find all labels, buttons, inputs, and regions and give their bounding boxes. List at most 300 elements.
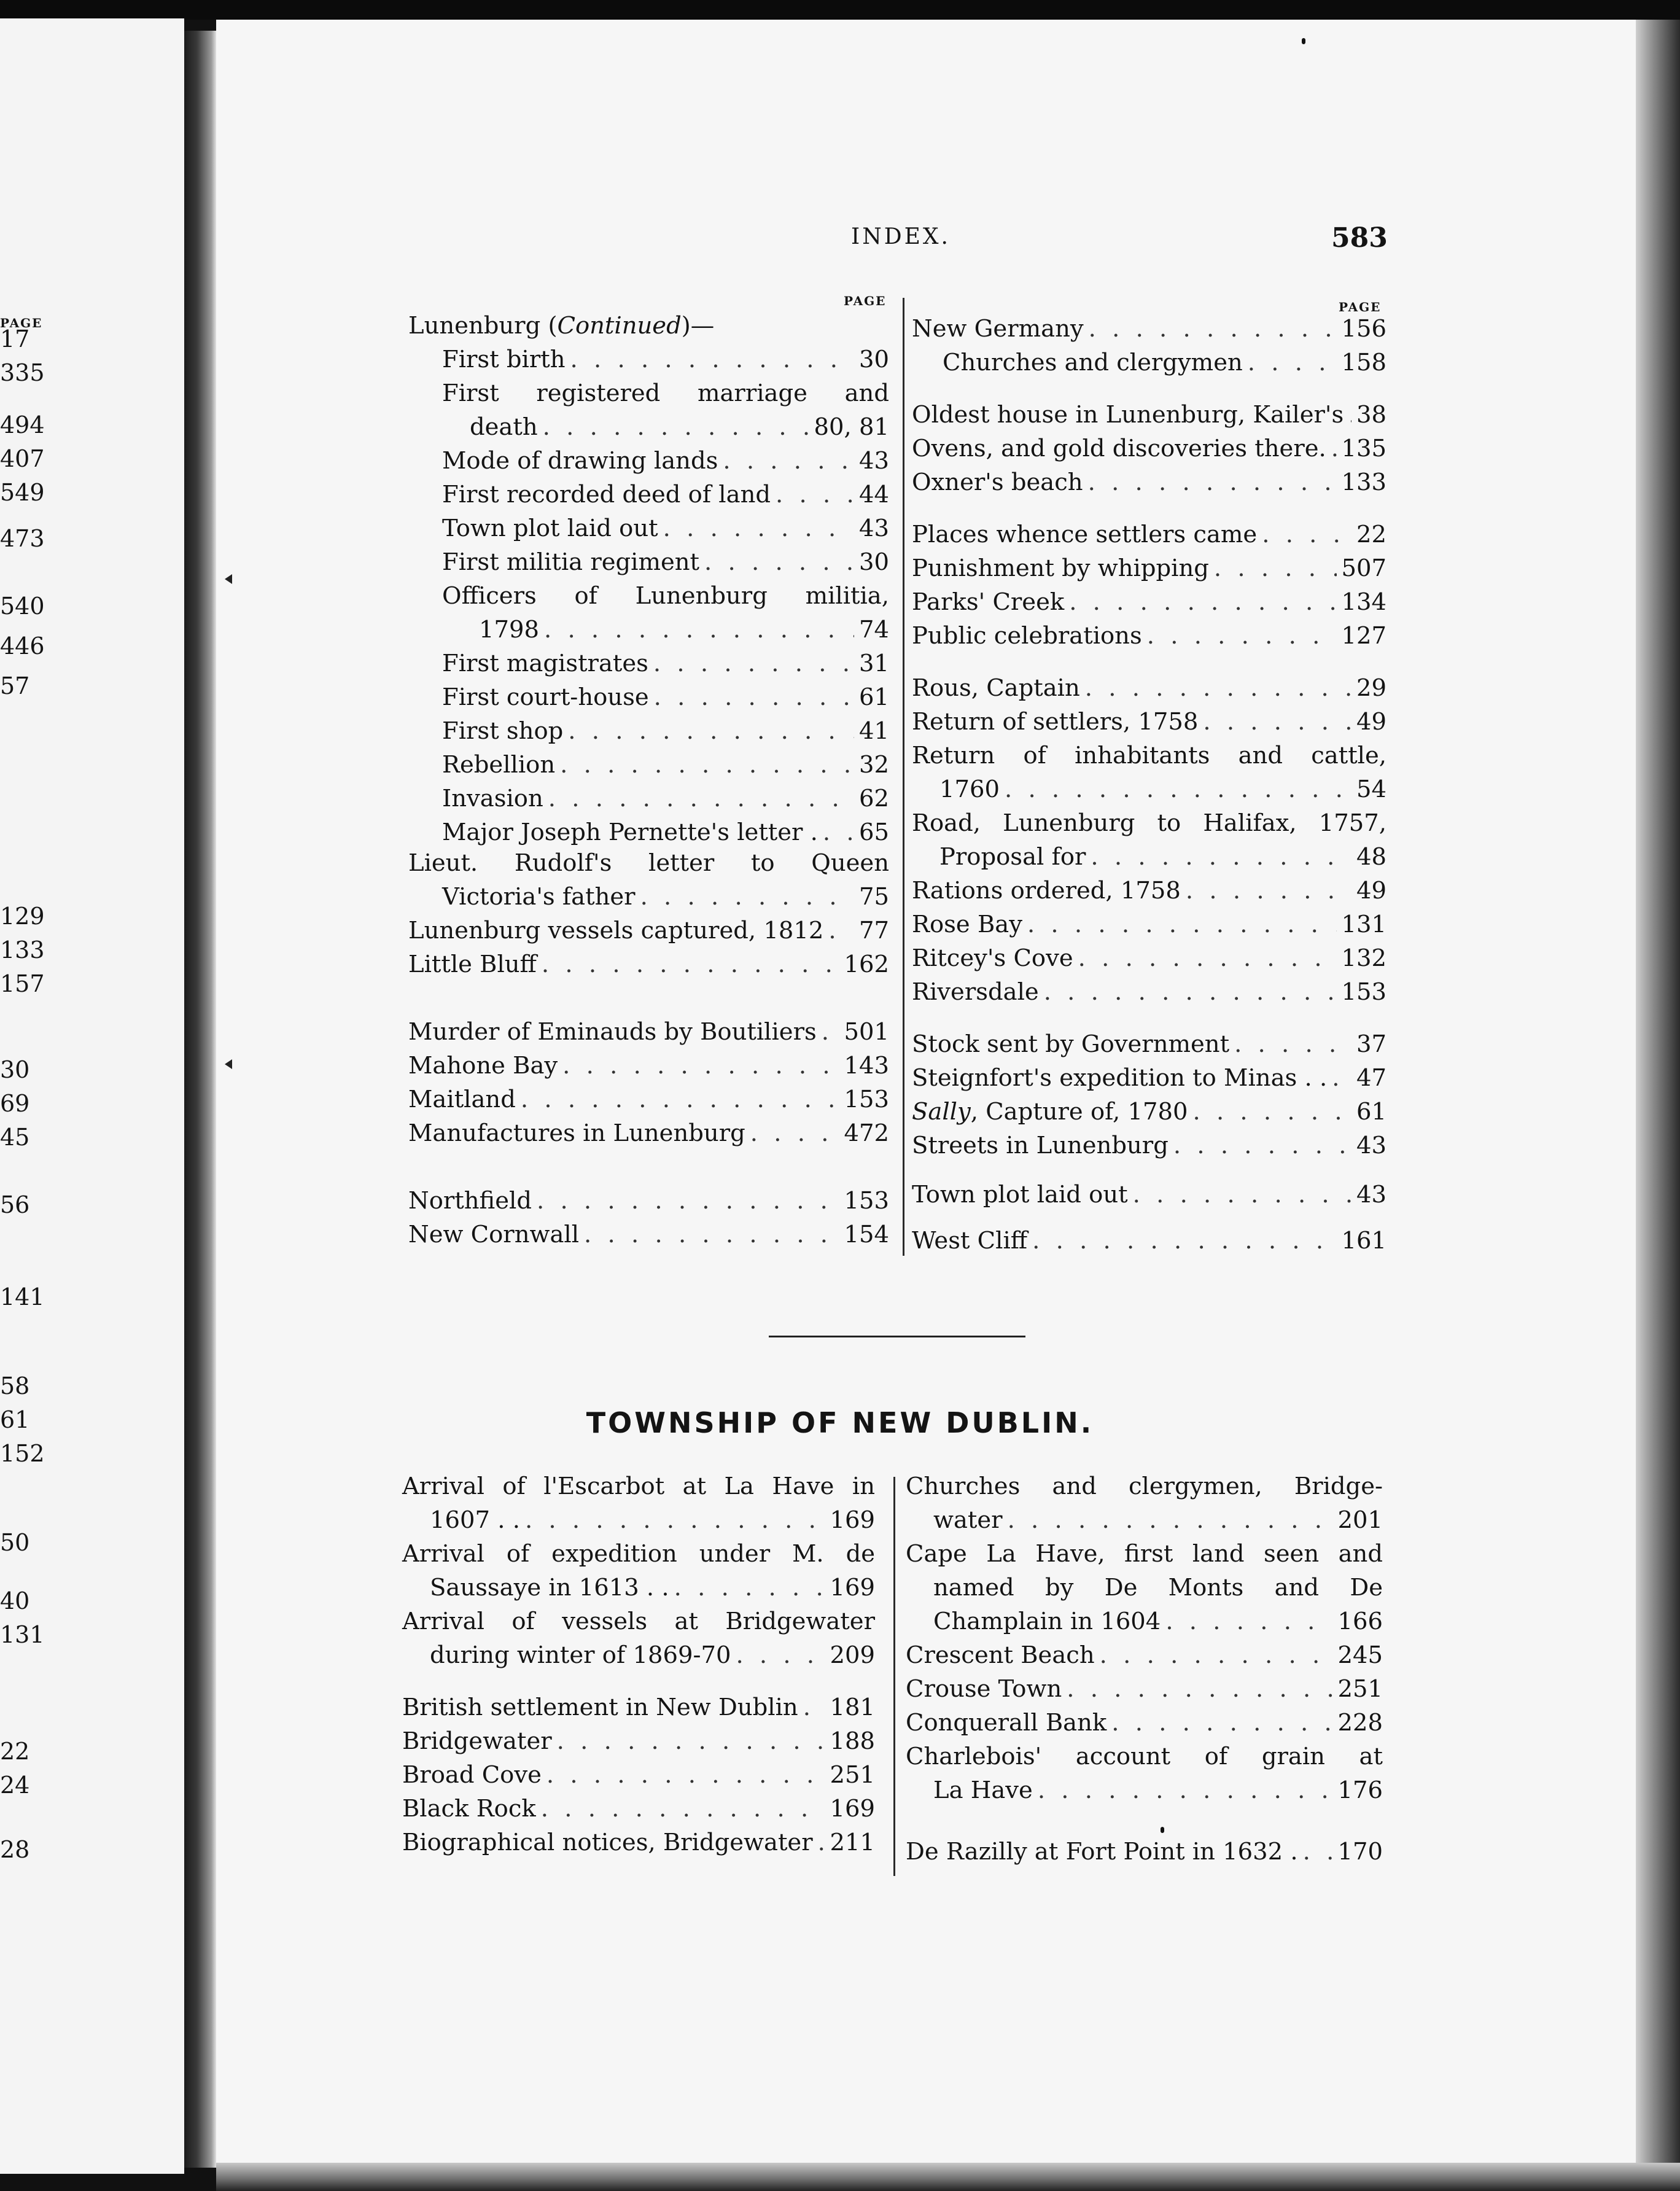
entry-text: New Cornwall xyxy=(408,1221,580,1248)
ink-speck xyxy=(1161,1827,1164,1833)
entry-text: Crouse Town xyxy=(906,1675,1062,1703)
entry-text: water xyxy=(933,1506,1003,1534)
page-number: 583 xyxy=(1331,222,1388,254)
facing-page-number: 152 xyxy=(0,1440,45,1467)
index-entry xyxy=(912,555,1386,588)
dot-leader xyxy=(1069,588,1336,616)
entry-text: Places whence settlers came xyxy=(912,521,1258,548)
dot-leader xyxy=(736,1641,825,1669)
index-entry xyxy=(933,1777,1383,1810)
dot-leader xyxy=(1331,435,1337,462)
entry-page-number: 133 xyxy=(1341,469,1386,496)
entry-text: First court-house xyxy=(442,683,649,711)
entry-page-number: 43 xyxy=(859,515,889,542)
facing-page-number: 58 xyxy=(0,1372,30,1399)
dot-leader xyxy=(541,1795,825,1823)
dot-leader xyxy=(584,1221,839,1248)
dot-leader xyxy=(1186,877,1351,905)
entry-text: Crescent Beach xyxy=(906,1641,1095,1669)
dot-leader xyxy=(562,1052,839,1080)
index-entry xyxy=(408,1052,889,1086)
index-entry xyxy=(402,1795,875,1829)
entry-page-number: 169 xyxy=(830,1506,875,1534)
entry-text: Lunenburg vessels captured, 1812 xyxy=(408,917,824,944)
entry-text: Bridgewater xyxy=(402,1727,552,1755)
index-entry xyxy=(906,1540,1383,1574)
facing-page-number: 61 xyxy=(0,1406,30,1433)
dot-leader xyxy=(1089,315,1337,343)
entry-text: Return of settlers, 1758 xyxy=(912,708,1199,736)
entry-page-number: 49 xyxy=(1356,877,1386,905)
index-entry xyxy=(442,379,889,413)
entry-page-number: 47 xyxy=(1356,1064,1386,1092)
entry-page-number: 37 xyxy=(1356,1030,1386,1058)
dot-leader xyxy=(1088,469,1337,496)
entry-text: 1760 xyxy=(939,776,1000,803)
dot-leader xyxy=(543,413,809,441)
entry-page-number: 143 xyxy=(844,1052,889,1080)
entry-page-number: 154 xyxy=(844,1221,889,1248)
index-entry xyxy=(933,1574,1383,1608)
facing-page-number: 494 xyxy=(0,411,45,438)
dot-leader xyxy=(1032,1227,1336,1255)
facing-page-number: 157 xyxy=(0,970,45,997)
index-entry xyxy=(430,1506,875,1540)
entry-text: Rations ordered, 1758 xyxy=(912,877,1181,905)
index-entry xyxy=(442,883,889,917)
facing-page-fragment xyxy=(0,18,184,2174)
facing-page-number: 28 xyxy=(0,1836,30,1863)
dot-leader xyxy=(1091,843,1351,871)
facing-page-number: 17 xyxy=(0,325,30,352)
entry-page-number: 153 xyxy=(844,1187,889,1215)
entry-text: De Razilly at Fort Point in 1632 . xyxy=(906,1838,1298,1866)
entry-page-number: 169 xyxy=(830,1795,875,1823)
dot-leader xyxy=(674,1574,825,1601)
entry-page-number: 48 xyxy=(1356,843,1386,871)
index-entry xyxy=(408,951,889,984)
entry-page-number: 161 xyxy=(1341,1227,1386,1255)
entry-page-number: 209 xyxy=(830,1641,875,1669)
entry-text: Murder of Eminauds by Boutiliers xyxy=(408,1018,817,1046)
entry-page-number: 43 xyxy=(859,447,889,475)
entry-text: Arrival of expedition under M. de xyxy=(402,1540,875,1568)
entry-page-number: 201 xyxy=(1337,1506,1383,1534)
index-entry xyxy=(442,683,889,717)
dot-leader xyxy=(776,481,854,508)
dot-leader xyxy=(525,1506,825,1534)
index-entry xyxy=(912,944,1386,978)
entry-text: Oxner's beach xyxy=(912,469,1083,496)
entry-page-number: 158 xyxy=(1341,349,1386,376)
index-entry xyxy=(933,1608,1383,1641)
entry-text: Road, Lunenburg to Halifax, 1757, xyxy=(912,809,1386,837)
entry-page-number: 43 xyxy=(1356,1181,1386,1208)
entry-text: Streets in Lunenburg xyxy=(912,1132,1169,1159)
page-column-label: PAGE xyxy=(844,294,887,308)
dot-leader xyxy=(544,616,854,644)
index-entry xyxy=(408,917,889,951)
entry-text: Mode of drawing lands xyxy=(442,447,718,475)
index-entry xyxy=(939,776,1386,809)
margin-mark xyxy=(225,574,232,584)
dot-leader xyxy=(1262,521,1351,548)
entry-page-number: 74 xyxy=(859,616,889,644)
entry-text: Punishment by whipping xyxy=(912,555,1209,582)
index-entry xyxy=(912,809,1386,843)
entry-text: West Cliff xyxy=(912,1227,1028,1255)
index-entry xyxy=(906,1743,1383,1777)
index-entry xyxy=(408,1119,889,1153)
entry-page-number: 166 xyxy=(1337,1608,1383,1635)
index-entry xyxy=(912,911,1386,944)
facing-page-number: 30 xyxy=(0,1056,30,1083)
entry-text: Arrival of vessels at Bridgewater xyxy=(402,1608,875,1635)
index-entry xyxy=(408,1187,889,1221)
facing-page-number: 133 xyxy=(0,936,45,963)
entry-page-number: 156 xyxy=(1341,315,1386,343)
entry-page-number: 169 xyxy=(830,1574,875,1601)
entry-text: Riversdale xyxy=(912,978,1039,1006)
index-entry xyxy=(912,1132,1386,1166)
entry-text: Parks' Creek xyxy=(912,588,1065,616)
entry-page-number: 132 xyxy=(1341,944,1386,972)
index-entry xyxy=(408,312,889,346)
index-entry xyxy=(912,1030,1386,1064)
entry-text: Churches and clergymen xyxy=(943,349,1243,376)
entry-text: First birth xyxy=(442,346,566,373)
facing-page-number: 57 xyxy=(0,672,30,699)
entry-page-number: 170 xyxy=(1337,1838,1383,1866)
index-entry xyxy=(402,1540,875,1574)
entry-page-number: 77 xyxy=(859,917,889,944)
entry-text: First shop xyxy=(442,717,564,745)
entry-text: Stock sent by Government xyxy=(912,1030,1230,1058)
entry-page-number: 44 xyxy=(859,481,889,508)
entry-page-number: 188 xyxy=(830,1727,875,1755)
dot-leader xyxy=(1078,944,1337,972)
index-entry xyxy=(442,346,889,379)
dot-leader xyxy=(548,785,854,812)
dot-leader xyxy=(1348,401,1351,429)
entry-text: during winter of 1869-70 xyxy=(430,1641,731,1669)
facing-page-number: 129 xyxy=(0,903,45,930)
entry-page-number: 162 xyxy=(844,951,889,978)
index-entry xyxy=(912,622,1386,656)
dot-leader xyxy=(818,1829,825,1856)
entry-page-number: 507 xyxy=(1341,555,1386,582)
entry-text: Oldest house in Lunenburg, Kailer's xyxy=(912,401,1344,429)
entry-text: Manufactures in Lunenburg xyxy=(408,1119,745,1147)
index-entry xyxy=(912,469,1386,502)
dot-leader xyxy=(654,683,854,711)
entry-page-number: 62 xyxy=(859,785,889,812)
entry-text: Churches and clergymen, Bridge- xyxy=(906,1473,1383,1500)
entry-page-number: 22 xyxy=(1356,521,1386,548)
dot-leader xyxy=(1067,1675,1332,1703)
index-entry xyxy=(442,481,889,515)
entry-text: Rous, Captain xyxy=(912,674,1080,702)
entry-page-number: 38 xyxy=(1356,401,1386,429)
facing-page-number: 141 xyxy=(0,1283,45,1310)
entry-text: Invasion xyxy=(442,785,543,812)
column-divider xyxy=(903,298,904,1256)
entry-text: Lieut. Rudolf's letter to Queen xyxy=(408,849,889,877)
dot-leader xyxy=(822,1018,839,1046)
index-entry xyxy=(402,1727,875,1761)
scan-top-edge xyxy=(0,0,1680,20)
entry-page-number: 501 xyxy=(844,1018,889,1046)
facing-page-number: 473 xyxy=(0,525,45,552)
dot-leader xyxy=(546,1761,825,1789)
dot-leader xyxy=(1027,911,1337,938)
entry-page-number: 31 xyxy=(859,650,889,677)
entry-text: Charlebois' account of grain at xyxy=(906,1743,1383,1770)
facing-page-number: 22 xyxy=(0,1738,30,1765)
entry-page-number: 153 xyxy=(1341,978,1386,1006)
entry-text: Sally, Capture of, 1780 xyxy=(912,1098,1188,1126)
dot-leader xyxy=(1248,349,1337,376)
dot-leader xyxy=(828,917,854,944)
dot-leader xyxy=(1100,1641,1333,1669)
index-entry xyxy=(442,515,889,548)
index-entry xyxy=(402,1473,875,1506)
dot-leader xyxy=(557,1727,825,1755)
section-divider-rule xyxy=(769,1336,1025,1337)
entry-page-number: 49 xyxy=(1356,708,1386,736)
index-entry xyxy=(912,401,1386,435)
index-entry xyxy=(470,413,889,447)
entry-text: Public celebrations xyxy=(912,622,1142,650)
entry-page-number: 251 xyxy=(1337,1675,1383,1703)
entry-page-number: 211 xyxy=(830,1829,875,1856)
index-entry xyxy=(912,521,1386,555)
index-entry xyxy=(906,1675,1383,1709)
entry-page-number: 30 xyxy=(859,346,889,373)
entry-text: Maitland xyxy=(408,1086,516,1113)
index-entry xyxy=(430,1574,875,1608)
entry-page-number: 65 xyxy=(859,819,889,846)
index-entry xyxy=(402,1608,875,1641)
entry-page-number: 75 xyxy=(859,883,889,911)
entry-text: Arrival of l'Escarbot at La Have in xyxy=(402,1473,875,1500)
entry-page-number: 153 xyxy=(844,1086,889,1113)
running-head-title: INDEX. xyxy=(851,224,951,249)
facing-page-number: 56 xyxy=(0,1191,30,1218)
entry-page-number: 176 xyxy=(1337,1777,1383,1804)
index-entry xyxy=(912,588,1386,622)
entry-text: Black Rock xyxy=(402,1795,536,1823)
entry-text: 1798 xyxy=(479,616,539,644)
facing-page-number: 131 xyxy=(0,1621,45,1648)
index-entry xyxy=(912,1098,1386,1132)
entry-page-number: 228 xyxy=(1337,1709,1383,1737)
entry-page-number: 30 xyxy=(859,548,889,576)
dot-leader xyxy=(723,447,854,475)
column-divider xyxy=(893,1477,895,1876)
entry-page-number: 61 xyxy=(859,683,889,711)
entry-text: Return of inhabitants and cattle, xyxy=(912,742,1386,769)
index-entry xyxy=(402,1694,875,1727)
entry-text: Little Bluff xyxy=(408,951,537,978)
page-bottom-shadow xyxy=(216,2163,1680,2191)
entry-text: named by De Monts and De xyxy=(933,1574,1383,1601)
index-entry xyxy=(430,1641,875,1675)
entry-page-number: 131 xyxy=(1341,911,1386,938)
dot-leader xyxy=(823,819,854,846)
dot-leader xyxy=(570,346,854,373)
dot-leader xyxy=(521,1086,839,1113)
facing-page-number: 50 xyxy=(0,1529,30,1556)
index-entry xyxy=(912,1227,1386,1261)
dot-leader xyxy=(1111,1709,1332,1737)
entry-text: Champlain in 1604 xyxy=(933,1608,1161,1635)
dot-leader xyxy=(803,1694,825,1721)
entry-page-number: 135 xyxy=(1341,435,1386,462)
dot-leader xyxy=(1234,1030,1351,1058)
dot-leader xyxy=(1044,978,1337,1006)
entry-text: Conquerall Bank xyxy=(906,1709,1107,1737)
dot-leader xyxy=(1133,1181,1351,1208)
dot-leader xyxy=(663,515,854,542)
entry-text: Town plot laid out xyxy=(442,515,658,542)
entry-text: La Have xyxy=(933,1777,1033,1804)
dot-leader xyxy=(1165,1608,1332,1635)
dot-leader xyxy=(1085,674,1351,702)
index-entry xyxy=(442,785,889,819)
ink-speck xyxy=(1302,38,1305,44)
index-entry xyxy=(402,1829,875,1862)
entry-page-number: 43 xyxy=(1356,1132,1386,1159)
index-entry xyxy=(906,1641,1383,1675)
dot-leader xyxy=(1173,1132,1351,1159)
index-entry xyxy=(912,742,1386,776)
facing-page-number: 69 xyxy=(0,1090,30,1117)
index-entry xyxy=(442,582,889,616)
entry-text: British settlement in New Dublin xyxy=(402,1694,798,1721)
entry-text: First registered marriage and xyxy=(442,379,889,407)
index-entry xyxy=(933,1506,1383,1540)
index-entry xyxy=(939,843,1386,877)
facing-page-number: 446 xyxy=(0,632,45,660)
entry-text: Rebellion xyxy=(442,751,556,779)
dot-leader xyxy=(1203,708,1351,736)
dot-leader xyxy=(1147,622,1337,650)
entry-text: New Germany xyxy=(912,315,1084,343)
index-entry xyxy=(408,1018,889,1052)
entry-text: Victoria's father xyxy=(442,883,636,911)
dot-leader xyxy=(1192,1098,1351,1126)
entry-text: 1607 . . xyxy=(430,1506,520,1534)
dot-leader xyxy=(1008,1506,1333,1534)
index-entry xyxy=(912,435,1386,469)
entry-text: Ovens, and gold discoveries there. xyxy=(912,435,1326,462)
entry-page-number: 472 xyxy=(844,1119,889,1147)
index-entry xyxy=(912,1064,1386,1098)
entry-text: Northfield xyxy=(408,1187,532,1215)
entry-text: Biographical notices, Bridgewater xyxy=(402,1829,813,1856)
dot-leader xyxy=(1038,1777,1333,1804)
dot-leader xyxy=(653,650,854,677)
facing-page-number: 24 xyxy=(0,1772,30,1799)
index-entry xyxy=(906,1473,1383,1506)
book-gutter xyxy=(184,31,216,2168)
facing-page-number: 335 xyxy=(0,359,45,386)
facing-page-number: 40 xyxy=(0,1587,30,1614)
entry-text: Rose Bay xyxy=(912,911,1022,938)
entry-page-number: 127 xyxy=(1341,622,1386,650)
entry-text: Major Joseph Pernette's letter . xyxy=(442,819,818,846)
dot-leader xyxy=(1332,1064,1351,1092)
index-entry xyxy=(442,447,889,481)
index-entry xyxy=(442,717,889,751)
entry-page-number: 245 xyxy=(1337,1641,1383,1669)
margin-mark xyxy=(225,1059,232,1069)
entry-text: Town plot laid out xyxy=(912,1181,1128,1208)
dot-leader xyxy=(568,717,854,745)
entry-text: First militia regiment xyxy=(442,548,700,576)
entry-page-number: 134 xyxy=(1341,588,1386,616)
index-entry xyxy=(479,616,889,650)
facing-page-number: 540 xyxy=(0,593,45,620)
dot-leader xyxy=(750,1119,839,1147)
dot-leader xyxy=(1303,1838,1333,1866)
entry-text: Mahone Bay xyxy=(408,1052,558,1080)
entry-text: Officers of Lunenburg militia, xyxy=(442,582,889,610)
index-entry xyxy=(943,349,1386,383)
entry-text: Lunenburg (Continued)— xyxy=(408,312,715,340)
index-entry xyxy=(408,1221,889,1255)
entry-text: Saussaye in 1613 . . xyxy=(430,1574,669,1601)
index-entry xyxy=(906,1709,1383,1743)
facing-page-header: PAGE xyxy=(0,316,43,330)
index-entry xyxy=(906,1838,1383,1872)
dot-leader xyxy=(1005,776,1351,803)
index-entry xyxy=(402,1761,875,1795)
entry-page-number: 61 xyxy=(1356,1098,1386,1126)
index-entry xyxy=(408,1086,889,1119)
dot-leader xyxy=(537,1187,839,1215)
dot-leader xyxy=(640,883,854,911)
index-entry xyxy=(442,548,889,582)
entry-page-number: 251 xyxy=(830,1761,875,1789)
index-entry xyxy=(912,1181,1386,1215)
entry-text: First recorded deed of land xyxy=(442,481,771,508)
page-column-label: PAGE xyxy=(1339,300,1382,314)
facing-page-number: 549 xyxy=(0,479,45,506)
dot-leader xyxy=(704,548,854,576)
entry-page-number: 54 xyxy=(1356,776,1386,803)
entry-page-number: 80, 81 xyxy=(814,413,889,441)
page-edge-shadow xyxy=(1636,20,1680,2191)
facing-page-number: 407 xyxy=(0,445,45,472)
entry-page-number: 32 xyxy=(859,751,889,779)
index-entry xyxy=(912,877,1386,911)
entry-page-number: 41 xyxy=(859,717,889,745)
index-entry xyxy=(912,674,1386,708)
entry-text: First magistrates xyxy=(442,650,648,677)
index-entry xyxy=(912,978,1386,1012)
section-title: TOWNSHIP OF NEW DUBLIN. xyxy=(586,1406,1094,1439)
index-entry xyxy=(442,819,889,852)
index-entry xyxy=(442,650,889,683)
index-entry xyxy=(912,708,1386,742)
index-entry xyxy=(912,315,1386,349)
entry-text: Ritcey's Cove xyxy=(912,944,1073,972)
entry-text: Cape La Have, first land seen and xyxy=(906,1540,1383,1568)
entry-text: Broad Cove xyxy=(402,1761,542,1789)
dot-leader xyxy=(1214,555,1337,582)
